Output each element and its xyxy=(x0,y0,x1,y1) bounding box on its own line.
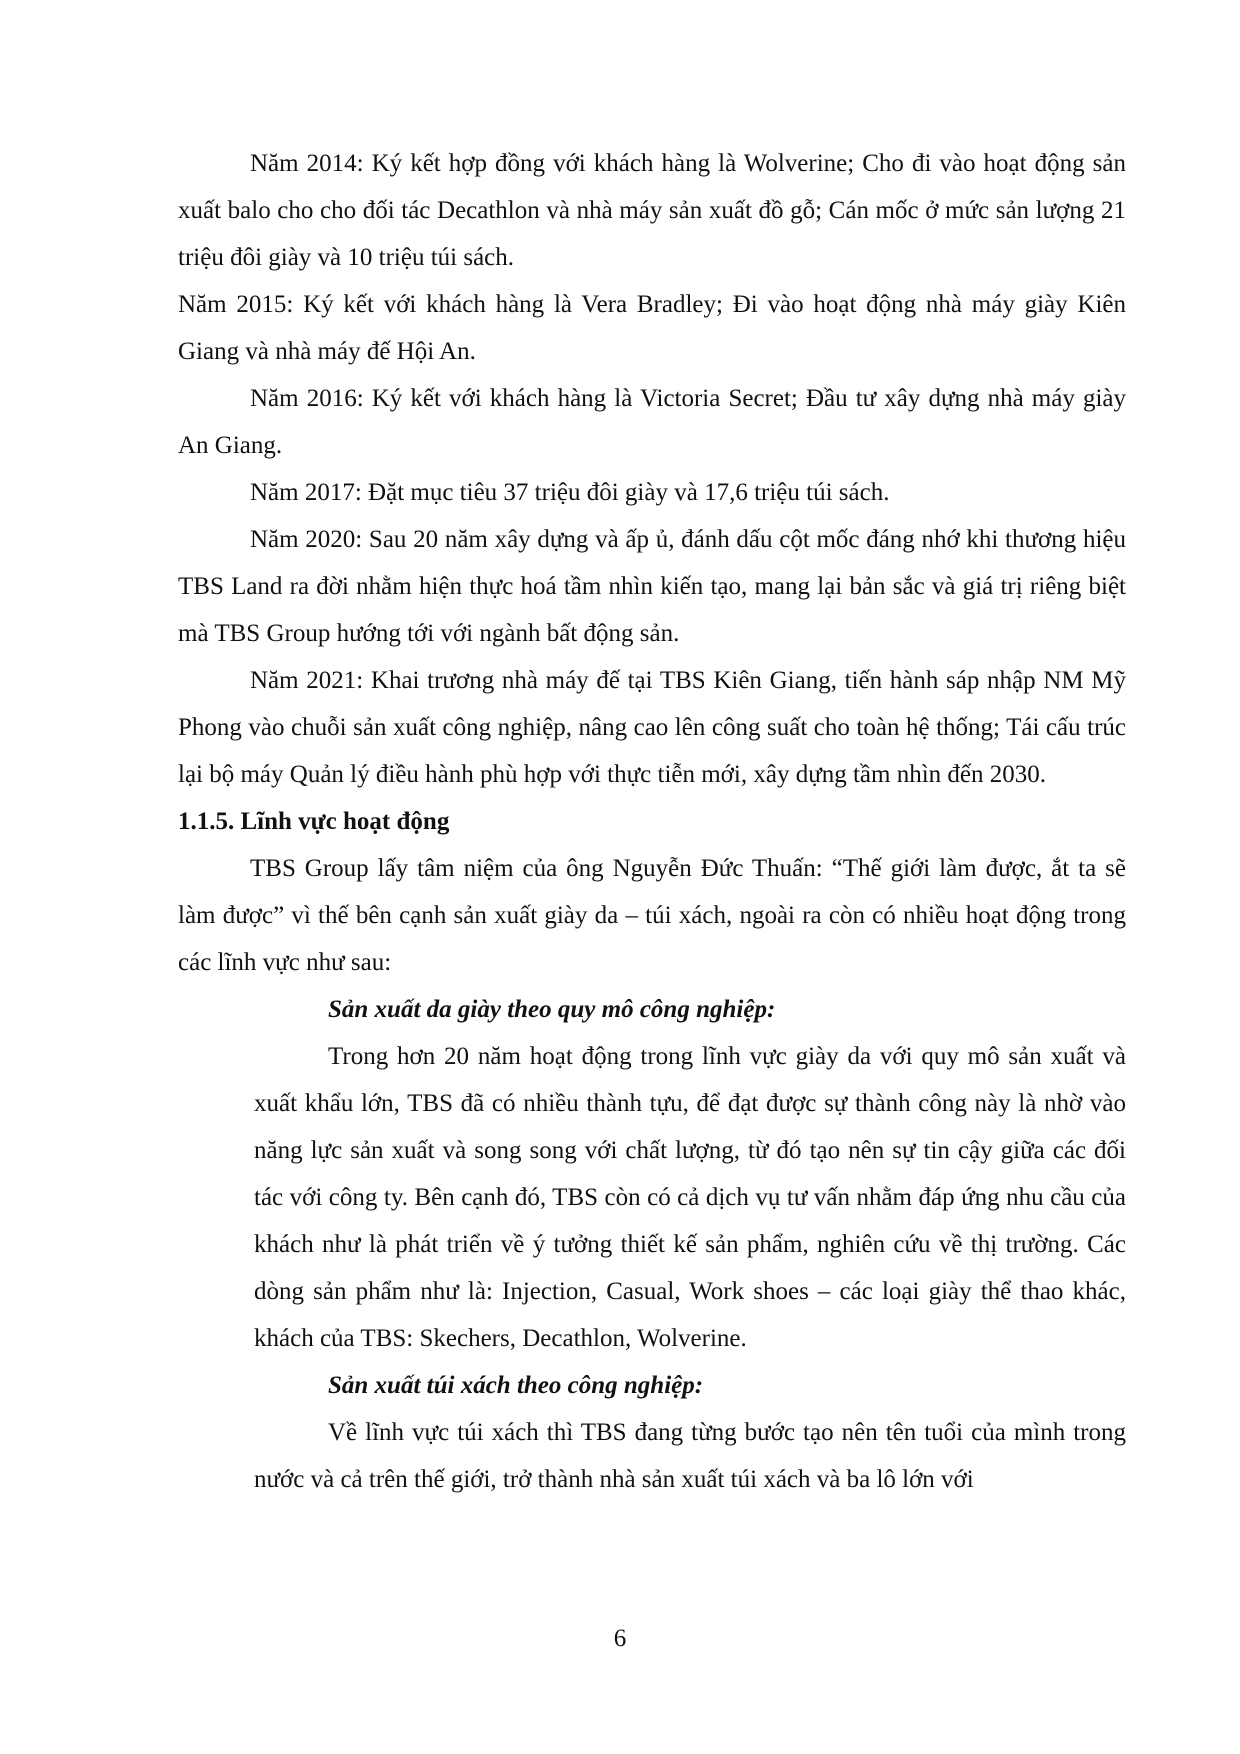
subsection-title-bags: Sản xuất túi xách theo công nghiệp: xyxy=(328,1372,704,1399)
paragraph-2021: Năm 2021: Khai trương nhà máy đế tại TBS Kiên Giang, tiến hành sáp nhập NM Mỹ Phong vào chuỗi sản xuất công nghiệp, nâng cao lên công suất cho toàn hệ thống; Tái cấu trúc lại bộ máy Quản lý điều hành phù hợp với thực tiễn mới, xây dựng tầm nhìn đến 2030. xyxy=(178,667,1126,788)
section-intro: TBS Group lấy tâm niệm của ông Nguyễn Đức Thuấn: “Thế giới làm được, ắt ta sẽ làm được” vì thế bên cạnh sản xuất giày da – túi xách, ngoài ra còn có nhiều hoạt động trong các lĩnh vực như sau: xyxy=(178,855,1126,976)
paragraph-2017: Năm 2017: Đặt mục tiêu 37 triệu đôi giày và 17,6 triệu túi sách. xyxy=(250,479,890,506)
section-heading: 1.1.5. Lĩnh vực hoạt động xyxy=(178,808,450,835)
body-text xyxy=(178,140,1126,1503)
paragraph-2015: Năm 2015: Ký kết với khách hàng là Vera Bradley; Đi vào hoạt động nhà máy giày Kiên Giang và nhà máy đế Hội An. xyxy=(178,291,1126,365)
paragraph-2020: Năm 2020: Sau 20 năm xây dựng và ấp ủ, đánh dấu cột mốc đáng nhớ khi thương hiệu TBS Land ra đời nhằm hiện thực hoá tầm nhìn kiến tạo, mang lại bản sắc và giá trị riêng biệt mà TBS Group hướng tới với ngành bất động sản. xyxy=(178,526,1126,647)
page-number: 6 xyxy=(613,1625,627,1652)
subsection-body-shoes: Trong hơn 20 năm hoạt động trong lĩnh vực giày da với quy mô sản xuất và xuất khẩu lớn, TBS đã có nhiều thành tựu, để đạt được sự thành công này là nhờ vào năng lực sản xuất và song song với chất lượng, từ đó tạo nên sự tin cậy giữa các đối tác với công ty. Bên cạnh đó, TBS còn có cả dịch vụ tư vấn nhằm đáp ứng nhu cầu của khách như là phát triển về ý tưởng thiết kế sản phẩm, nghiên cứu về thị trường. Các dòng sản phẩm như là: Injection, Casual, Work shoes – các loại giày thể thao khác, khách của TBS: Skechers, Decathlon, Wolverine. xyxy=(254,1043,1126,1352)
subsection-title-shoes: Sản xuất da giày theo quy mô công nghiệp: xyxy=(328,996,776,1023)
paragraph-2016: Năm 2016: Ký kết với khách hàng là Victoria Secret; Đầu tư xây dựng nhà máy giày An Giang. xyxy=(178,385,1126,459)
paragraph-2014: Năm 2014: Ký kết hợp đồng với khách hàng là Wolverine; Cho đi vào hoạt động sản xuất balo cho cho đối tác Decathlon và nhà máy sản xuất đồ gỗ; Cán mốc ở mức sản lượng 21 triệu đôi giày và 10 triệu túi sách. xyxy=(178,150,1126,271)
subsection-body-bags: Về lĩnh vực túi xách thì TBS đang từng bước tạo nên tên tuổi của mình trong nước và cả trên thế giới, trở thành nhà sản xuất túi xách và ba lô lớn với xyxy=(254,1419,1126,1493)
